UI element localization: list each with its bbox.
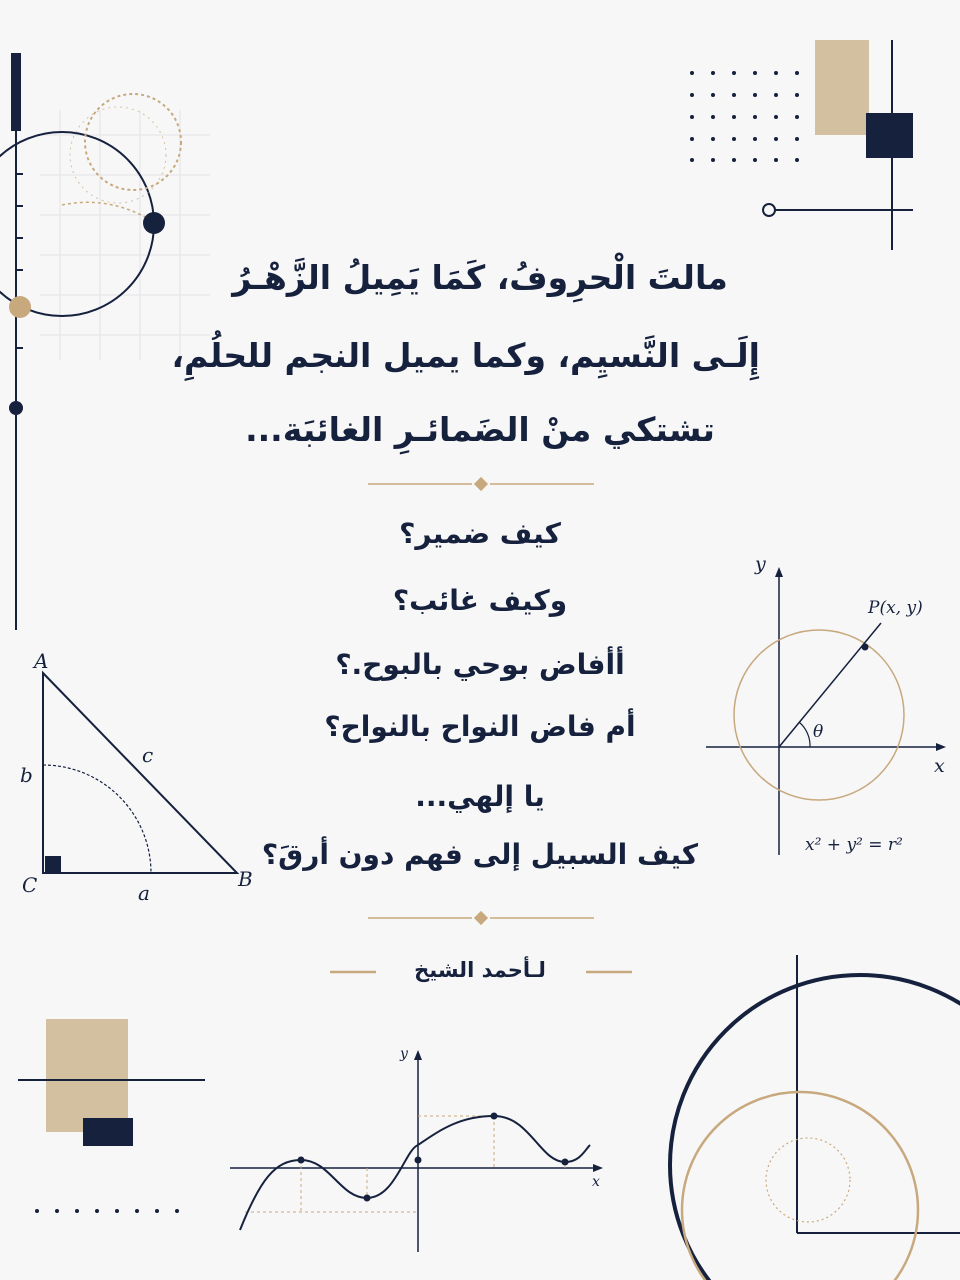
- circle-equation: x² + y² = r²: [805, 835, 903, 855]
- angle-label: θ: [813, 722, 824, 742]
- triangle-label-a: a: [138, 881, 150, 905]
- question-1: كيف ضمير؟: [399, 517, 561, 550]
- poem-verse-3: تشتكي منْ الضَمائـرِ الغائبَة...: [245, 410, 715, 449]
- triangle-label-b: b: [20, 763, 33, 787]
- right-triangle-diagram: [20, 649, 253, 905]
- bottom-right-spiral: [670, 955, 960, 1280]
- triangle-label-A: A: [34, 649, 49, 673]
- author-credit: لـأحمد الشيخ: [414, 958, 546, 982]
- question-6: كيف السبيل إلى فهم دون أرقَ؟: [261, 838, 699, 871]
- triangle-label-C: C: [22, 873, 38, 897]
- wave-x-axis-label: x: [592, 1174, 600, 1190]
- top-right-dot-grid: [690, 71, 799, 162]
- question-3: أأفاض بوحي بالبوح.؟: [335, 648, 625, 681]
- divider-top: [368, 477, 594, 491]
- top-right-blocks: [763, 40, 913, 250]
- triangle-label-B: B: [238, 867, 253, 891]
- wave-y-axis-label: y: [400, 1046, 408, 1062]
- top-left-circle-ruler: [0, 53, 181, 630]
- poem-verse-1: مالتَ الْحرِوفُ، كَمَا يَمِيلُ الزَّهْـرُ: [232, 258, 728, 297]
- triangle-label-c: c: [142, 743, 154, 767]
- wave-graph: [230, 1046, 603, 1252]
- unit-circle-diagram: [706, 553, 946, 855]
- divider-bottom: [368, 911, 594, 925]
- point-label: P(x, y): [868, 598, 923, 618]
- circle-y-axis-label: y: [755, 553, 766, 575]
- bottom-left-dots: [35, 1209, 179, 1213]
- circle-x-axis-label: x: [934, 755, 945, 777]
- question-5: يا إلهي...: [415, 780, 545, 813]
- question-2: وكيف غائب؟: [392, 584, 568, 617]
- poem-verse-2: إِلَـى النَّسيِم، وكما يميل النجم للحلُمِ،: [171, 336, 760, 375]
- question-4: أم فاض النواح بالنواح؟: [324, 710, 636, 743]
- faint-grid: [40, 110, 210, 360]
- bottom-left-blocks: [18, 1019, 205, 1146]
